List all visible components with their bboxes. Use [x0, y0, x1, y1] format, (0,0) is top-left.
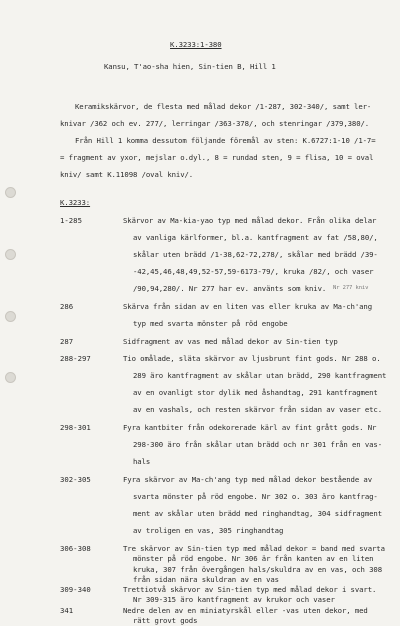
- intro-line: = fragment av yxor, mejslar o.dyl., 8 = rundad sten, 9 = flisa, 10 = oval: [60, 153, 374, 162]
- entry-number: 302-305: [60, 475, 91, 484]
- punch-hole: [5, 372, 16, 383]
- section-heading: K.3233:: [60, 198, 91, 207]
- entry-text-line: av vanliga kärlformer, bl.a. kantfragment av fat /58,80/,: [133, 233, 378, 242]
- entry-number: 1-285: [60, 216, 82, 225]
- entry-text-line: -42,45,46,48,49,52-57,59-6173-79/, kruka /82/, och vaser: [133, 267, 374, 276]
- entry-number: 286: [60, 302, 74, 311]
- catalog-reference: K.3233:1-380: [170, 40, 222, 49]
- entry-number: 298-301: [60, 423, 91, 432]
- entry-text-line: hals: [133, 457, 151, 466]
- entry-text-line: kruka, 307 från övergången hals/skuldra av en vas, och 308: [133, 564, 383, 574]
- intro-line: Keramikskärvor, de flesta med målad dekor /1-287, 302-340/, samt ler-: [75, 102, 372, 111]
- entry-text-line: svarta mönster på röd engobe. Nr 302 o. 303 äro kantfrag-: [133, 492, 378, 501]
- entry-text-line: rätt grovt gods: [133, 616, 198, 625]
- punch-hole: [5, 187, 16, 198]
- entry-number: 287: [60, 337, 74, 346]
- entry-text-line: Nr 309-315 äro kantfragment av krukor och vaser: [133, 595, 335, 605]
- intro-line: knivar /362 och ev. 277/, lerringar /363-378/, och stenringar /379,380/.: [60, 119, 370, 128]
- entry-text-line: från sidan nära skuldran av en vas: [133, 574, 279, 584]
- entry-text-line: av en vashals, och resten skärvor från sidan av vaser etc.: [133, 405, 383, 414]
- entry-text-line: Tre skärvor av Sin-tien typ med målad dekor = band med svarta: [123, 544, 385, 553]
- entry-text-line: av en ovanligt stor dylik med åshandtag, 291 kantfragment: [133, 388, 378, 397]
- intro-line: kniv/ samt K.11098 /oval kniv/.: [60, 170, 194, 179]
- entry-text-line: Fyra skärvor av Ma-ch'ang typ med målad dekor bestående av: [123, 475, 373, 484]
- entry-text-line: Trettiotvå skärvor av Sin-tien typ med målad dekor i svart.: [123, 585, 377, 595]
- entry-text-line: 289 äro kantfragment av skålar utan brädd, 290 kantfragment: [133, 371, 387, 380]
- entry-text-line: /90,94,280/. Nr 277 har ev. använts som kniv.: [133, 284, 327, 293]
- entry-text-line: mönster på röd engobe. Nr 306 är från kanten av en liten: [133, 554, 374, 564]
- entry-text-line: Skärva från sidan av en liten vas eller kruka av Ma-ch'ang: [123, 302, 373, 311]
- entry-text-line: typ med svarta mönster på röd engobe: [133, 319, 288, 328]
- entry-text-line: Tio omålade, släta skärvor av ljusbrunt fint gods. Nr 288 o.: [123, 354, 381, 363]
- entry-text-line: Fyra kantbiter från odekorerade kärl av fint grått gods. Nr: [123, 423, 377, 432]
- intro-line: Från Hill 1 komma dessutom följande föremål av sten: K.6727:1-10 /1-7=: [75, 136, 376, 145]
- entry-text-line: Sidfragment av vas med målad dekor av Sin-tien typ: [123, 337, 338, 346]
- entry-text-line: av troligen en vas, 305 ringhandtag: [133, 526, 284, 535]
- punch-hole: [5, 249, 16, 260]
- entry-number: 288-297: [60, 354, 91, 363]
- handwritten-note: Nr 277 kniv: [333, 285, 369, 291]
- entry-number: 341: [60, 605, 74, 615]
- punch-hole: [5, 311, 16, 322]
- entry-text-line: Skärvor av Ma-kia-yao typ med målad dekor. Från olika delar: [123, 216, 377, 225]
- location-line: Kansu, T'ao-sha hien, Sin-tien B, Hill 1: [104, 62, 276, 71]
- entry-text-line: skålar uten brädd /1-38,62-72,278/, skålar med brädd /39-: [133, 250, 378, 259]
- entry-text-line: ment av skålar uten brädd med ringhandtag, 304 sidfragment: [133, 509, 383, 518]
- entry-text-line: 298-300 äro från skålar utan brädd och nr 301 från en vas-: [133, 440, 383, 449]
- entry-number: 309-340: [60, 585, 91, 595]
- entry-number: 306-308: [60, 544, 91, 553]
- entry-text-line: Nedre delen av en miniatyrskål eller -vas uten dekor, med: [123, 605, 368, 615]
